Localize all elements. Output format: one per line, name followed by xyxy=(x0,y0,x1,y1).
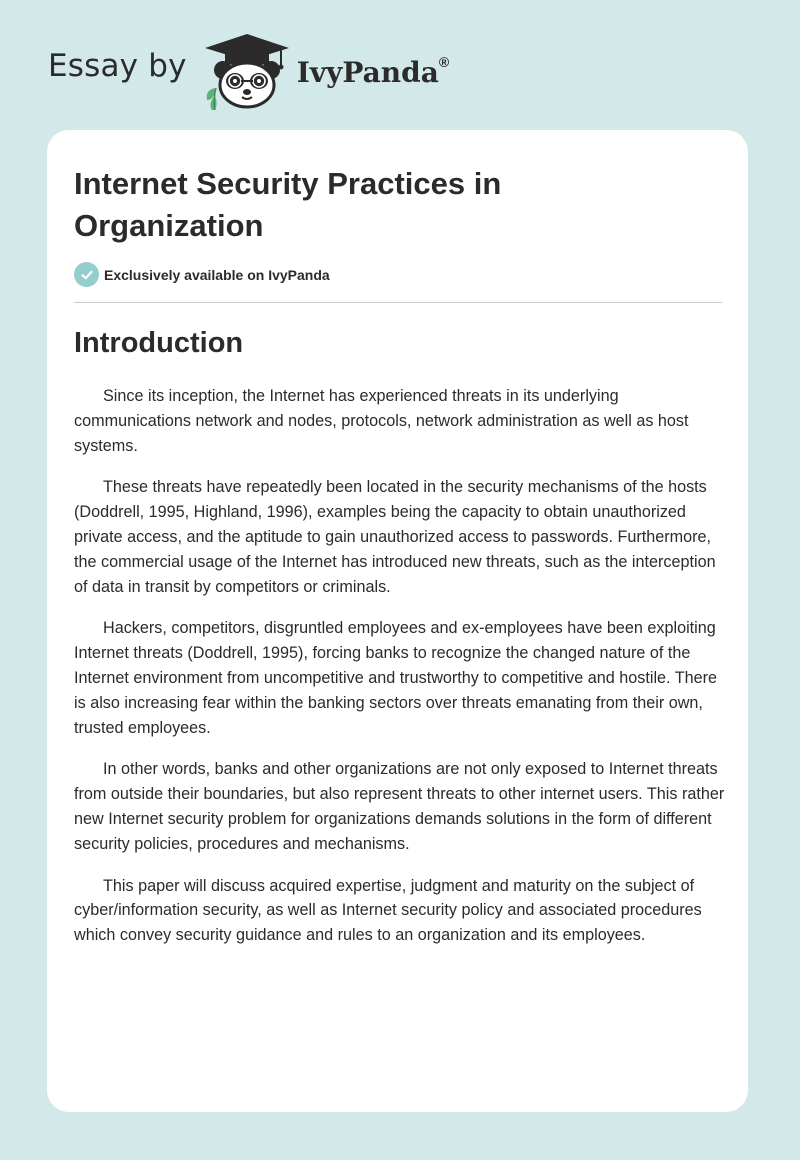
section-heading: Introduction xyxy=(74,327,244,359)
brand-name[interactable]: IvyPanda® xyxy=(296,53,450,89)
page-title: Internet Security Practices in Organization xyxy=(74,166,502,243)
paragraph: These threats have repeatedly been located in the security mechanisms of the hosts (Doddrell, 1995, Highland, 1996), examples being the capacity to obtain unauthorized private access, and the aptitude to gain unauthorized access to passwords. Furthermore, the commercial usage of the Internet has introduced new threats, such as the interception of data in transit by competitors or criminals. xyxy=(74,478,716,596)
exclusive-badge xyxy=(74,262,330,287)
article-body xyxy=(74,384,726,965)
site-header xyxy=(48,30,449,110)
paragraph: Hackers, competitors, disgruntled employees and ex-employees have been exploiting Internet threats (Doddrell, 1995), forcing banks to recognize the changed nature of the Internet environment from uncompetitive and trustworthy to competitive and hostile. There is also increasing fear within the banking sectors over threats emanating from their own, trusted employees. xyxy=(74,619,718,737)
check-icon xyxy=(74,262,99,287)
paragraph: Since its inception, the Internet has experienced threats in its underlying communications network and nodes, protocols, network administration as well as host systems. xyxy=(74,387,689,455)
paragraph: This paper will discuss acquired expertise, judgment and maturity on the subject of cyber/information security, as well as Internet security policy and associated procedures which convey security guidance and rules to an organization and its employees. xyxy=(74,876,702,945)
essay-by-label: Essay by xyxy=(48,48,187,84)
exclusive-label: Exclusively available on IvyPanda xyxy=(104,266,330,283)
article-card xyxy=(47,130,748,1112)
divider xyxy=(74,302,722,303)
paragraph: In other words, banks and other organizations are not only exposed to Internet threats from outside their boundaries, but also represent threats to other internet users. This rather new Internet security problem for organizations demands solutions in the form of different security policies, procedures and mechanisms. xyxy=(74,760,725,853)
panda-logo-icon[interactable] xyxy=(201,30,293,110)
registered-mark: ® xyxy=(438,53,450,70)
